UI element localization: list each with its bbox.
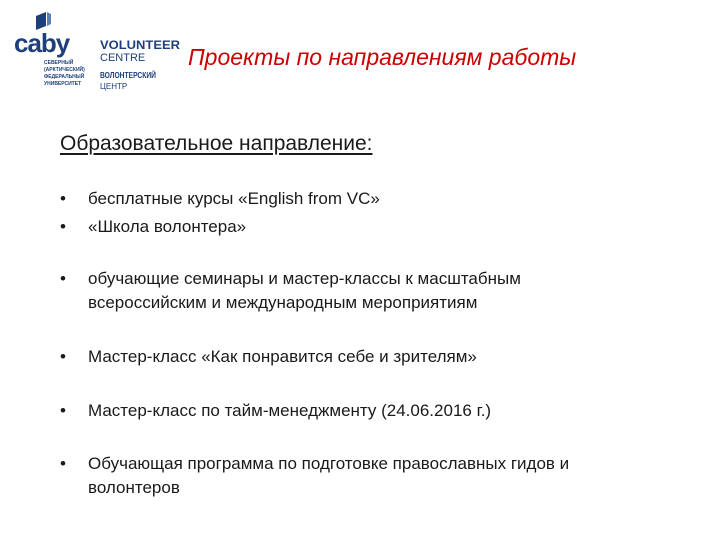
section-heading: Образовательное направление:	[60, 132, 373, 155]
logo-caption-line-2: (АРКТИЧЕСКИЙ)	[44, 67, 85, 73]
slide-title: Проекты по направлениям работы	[188, 44, 577, 70]
logo-caption-line-1: СЕВЕРНЫЙ	[44, 60, 74, 66]
bullet-glyph: •	[60, 189, 66, 208]
vc-logo-en-line-2: CENTRE	[100, 52, 146, 64]
list-item	[60, 188, 700, 209]
volunteer-centre-logo	[100, 38, 185, 94]
vc-logo-en-line-1: VOLUNTEER	[100, 38, 181, 52]
list-item-text-line-1: Обучающая программа по подготовке православных гидов и	[88, 454, 570, 473]
list-item-text-line-1: обучающие семинары и мастер-классы к масштабным	[88, 269, 521, 288]
list-item-text-line-2: волонтеров	[88, 478, 180, 497]
bullet-glyph: •	[60, 454, 66, 473]
list-item-text-line-2: всероссийским и международным мероприятиям	[88, 293, 478, 312]
logo-brand-text: caby	[14, 28, 70, 58]
list-item-text: Мастер-класс «Как понравится себе и зрителям»	[88, 347, 477, 366]
list-item	[60, 453, 700, 498]
list-item-text: бесплатные курсы «English from VC»	[88, 189, 380, 208]
list-item	[60, 346, 700, 367]
vc-logo-ru-line-2: ЦЕНТР	[100, 82, 128, 91]
list-item	[60, 268, 700, 313]
vc-logo-ru-line-1: ВОЛОНТЕРСКИЙ	[100, 71, 157, 80]
list-item-text: «Школа волонтера»	[88, 217, 247, 236]
logo-caption-line-3: ФЕДЕРАЛЬНЫЙ	[44, 74, 85, 80]
list-item	[60, 216, 700, 237]
university-logo	[14, 12, 85, 96]
list-item	[60, 400, 700, 421]
bullet-glyph: •	[60, 269, 66, 288]
bullet-glyph: •	[60, 347, 66, 366]
list-item-text: Мастер-класс по тайм-менеджменту (24.06.2016 г.)	[88, 401, 492, 420]
logo-caption-line-4: УНИВЕРСИТЕТ	[44, 81, 82, 87]
bullet-glyph: •	[60, 217, 66, 236]
bullet-glyph: •	[60, 401, 66, 420]
